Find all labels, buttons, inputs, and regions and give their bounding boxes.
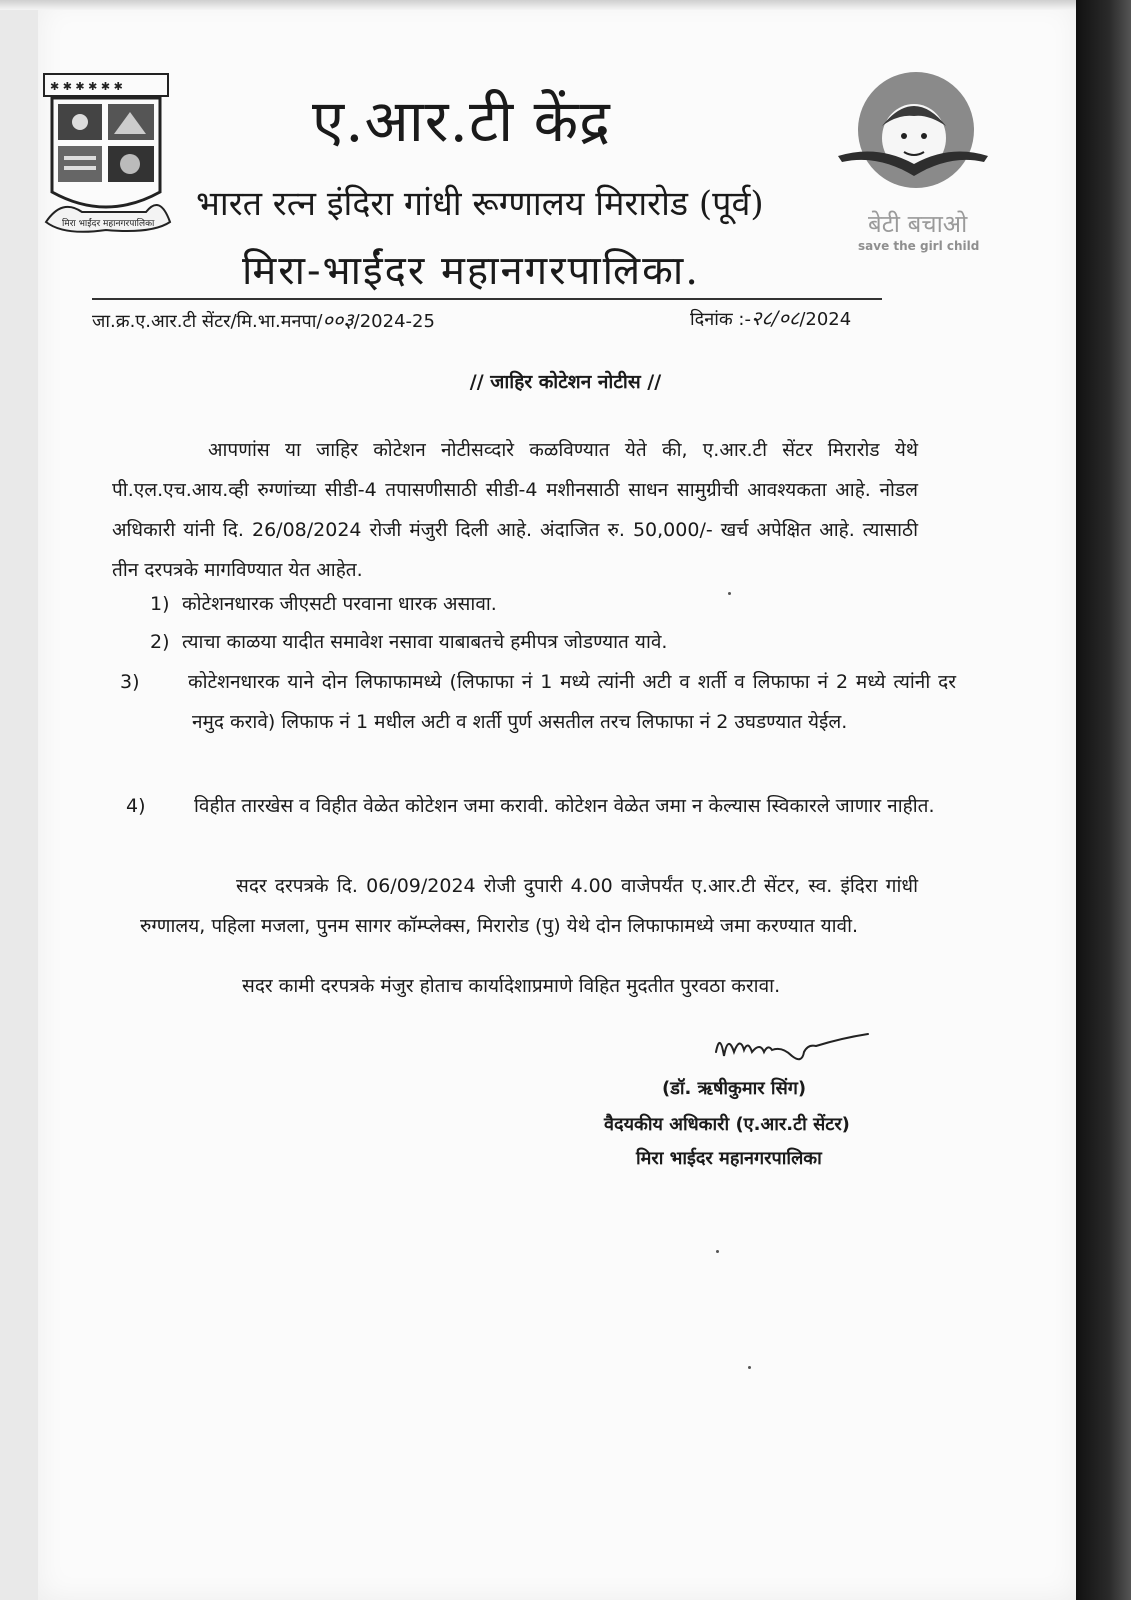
scan-top-edge xyxy=(0,0,1131,10)
letter-date xyxy=(690,304,851,334)
reference-number xyxy=(92,306,435,336)
notice-heading: // जाहिर कोटेशन नोटीस // xyxy=(469,371,662,393)
emblem-ribbon-text: मिरा भाईंदर महानगरपालिका xyxy=(62,219,155,229)
condition-item xyxy=(150,622,910,662)
letterhead-hospital: भारत रत्न इंदिरा गांधी रूग्णालय मिरारोड (पूर्व) xyxy=(196,184,764,224)
svg-text:✱ ✱ ✱ ✱ ✱ ✱: ✱ ✱ ✱ ✱ ✱ ✱ xyxy=(50,80,123,93)
condition-text: कोटेशनधारक जीएसटी परवाना धारक असावा. xyxy=(182,593,497,615)
condition-text: कोटेशनधारक याने दोन लिफाफामध्ये (लिफाफा नं 1 मध्ये त्यांनी अटी व शर्ती व लिफाफा नं 2 मध्ये त्यांनी दर नमुद करावे) लिफाफ नं 1 मधील अटी व शर्ती पुर्ण असतील तरच लिफाफा नं 2 उघडण्यात येईल. xyxy=(188,671,956,733)
condition-number: 3) xyxy=(120,671,140,693)
handwritten-signature-icon xyxy=(712,1022,872,1072)
signatory-designation: वैदयकीय अधिकारी (ए.आर.टी सेंटर) xyxy=(604,1114,850,1135)
save-girl-child-text: save the girl child xyxy=(858,239,980,253)
condition-text: त्याचा काळया यादीत समावेश नसावा याबाबतचे हमीपत्र जोडण्यात यावे. xyxy=(182,631,668,653)
scan-speck xyxy=(716,1250,719,1253)
date-label: दिनांक :- xyxy=(690,309,751,330)
scan-right-edge xyxy=(1076,0,1131,1600)
signatory-name: (डॉ. ऋषीकुमार सिंग) xyxy=(662,1078,807,1099)
signatory-organization: मिरा भाईदर महानगरपालिका xyxy=(636,1148,822,1169)
condition-text: विहीत तारखेस व विहीत वेळेत कोटेशन जमा करावी. कोटेशन वेळेत जमा न केल्यास स्विकारले जाणार नाहीत. xyxy=(194,795,935,817)
reference-handwritten-number: ००३ xyxy=(322,308,354,332)
scan-speck xyxy=(748,1366,751,1369)
letterhead-corporation: मिरा-भाईंदर महानगरपालिका. xyxy=(242,248,700,294)
date-year: /2024 xyxy=(799,309,852,330)
beti-bachao-logo-icon xyxy=(838,60,988,260)
letterhead-divider xyxy=(92,298,882,300)
date-handwritten: २८/०८ xyxy=(750,306,800,330)
scan-speck xyxy=(728,592,731,595)
closing-paragraph: सदर कामी दरपत्रके मंजुर होताच कार्यादेशाप्रमाणे विहित मुदतीत पुरवठा करावा. xyxy=(242,975,781,997)
condition-item xyxy=(126,786,954,826)
intro-paragraph: आपणांस या जाहिर कोटेशन नोटीसव्दारे कळविण्यात येते की, ए.आर.टी सेंटर मिरारोड येथे पी.एल.एच.आय.व्ही रुग्णांच्या सीडी-4 तपासणीसाठी सीडी-4 मशीनसाठी साधन सामुग्रीची आवश्यकता आहे. नोडल अधिकारी यांनी दि. 26/08/2024 रोजी मंजुरी दिली आहे. अंदाजित रु. 50,000/- खर्च अपेक्षित आहे. त्यासाठी तीन दरपत्रके मागविण्यात येत आहेत. xyxy=(112,439,918,581)
condition-number: 4) xyxy=(126,795,146,817)
reference-prefix: जा.क्र.ए.आर.टी सेंटर/मि.भा.मनपा/ xyxy=(92,311,323,332)
condition-number: 1) xyxy=(150,593,170,615)
condition-number: 2) xyxy=(150,631,170,653)
condition-item xyxy=(150,584,910,624)
municipal-emblem-icon xyxy=(42,72,174,240)
letterhead-title: ए.आर.टी केंद्र xyxy=(312,87,611,155)
condition-item xyxy=(120,662,956,742)
submission-paragraph: सदर दरपत्रके दि. 06/09/2024 रोजी दुपारी 4.00 वाजेपर्यंत ए.आर.टी सेंटर, स्व. इंदिरा गांधी रुग्णालय, पहिला मजला, पुनम सागर कॉम्प्लेक्स, मिरारोड (पु) येथे दोन लिफाफामध्ये जमा करण्यात यावी. xyxy=(140,875,918,937)
beti-bachao-text: बेटी बचाओ xyxy=(868,210,968,238)
reference-suffix: /2024-25 xyxy=(353,311,435,332)
